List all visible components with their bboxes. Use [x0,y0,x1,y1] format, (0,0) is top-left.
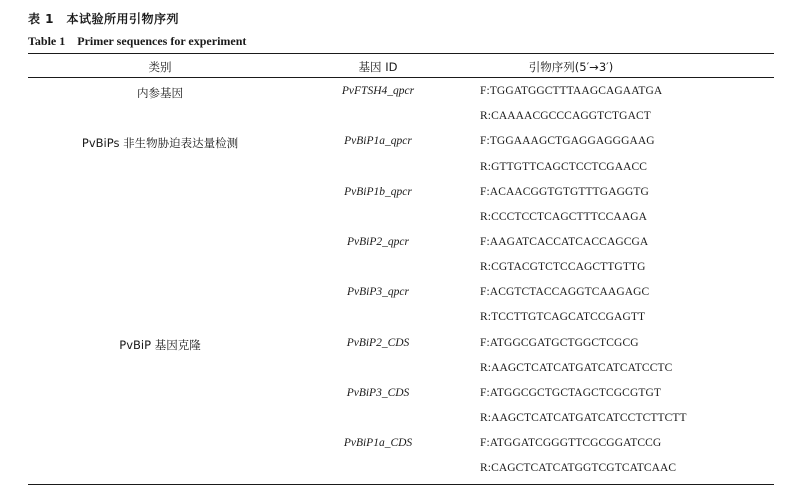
primer-sequence-cell: R:AAGCTCATCATGATCATCATCCTC [480,362,673,374]
primer-sequence-cell: R:AAGCTCATCATGATCATCCTCTTCTT [480,412,687,424]
gene-id-cell: PvBiP2_CDS [346,337,410,349]
category-abiotic-stress-expression: PvBiPs 非生物胁迫表达量检测 [81,136,239,150]
table-top-rule [28,53,774,54]
primer-sequence-cell: F:ACGTCTACCAGGTCAAGAGC [480,286,650,298]
gene-id-cell: PvBiP3_qpcr [347,286,409,298]
table-bottom-rule [28,484,774,485]
header-primer-sequence: 引物序列(5′→3′) [528,60,614,74]
gene-id-cell: PvBiP2_qpcr [347,236,409,248]
primer-sequence-cell: F:TGGAAAGCTGAGGAGGGAAG [480,135,655,147]
table-caption-chinese: 表 1 本试验所用引物序列 [28,12,180,26]
primer-sequence-cell: R:CAAAACGCCCAGGTCTGACT [480,110,651,122]
primer-sequence-cell: R:CAGCTCATCATGGTCGTCATCAAC [480,462,677,474]
primer-sequence-cell: F:TGGATGGCTTTAAGCAGAATGA [480,85,663,97]
primer-sequence-cell: R:CCCTCCTCAGCTTTCCAAGA [480,211,648,223]
primer-sequence-cell: F:ATGGCGCTGCTAGCTCGCGTGT [480,387,662,399]
table-caption-english: Table 1 Primer sequences for experiment [28,34,247,48]
primer-sequence-cell: F:ATGGATCGGGTTCGCGGATCCG [480,437,662,449]
gene-id-cell: PvBiP1a_CDS [343,437,413,449]
gene-id-cell: PvBiP1a_qpcr [344,135,412,147]
header-category: 类别 [148,60,172,74]
header-gene-id: 基因 ID [358,60,398,74]
primer-sequence-cell: F:ATGGCGATGCTGGCTCGCG [480,337,639,349]
category-reference-gene: 内参基因 [137,86,183,100]
gene-id-cell: PvFTSH4_qpcr [341,85,415,97]
category-gene-cloning: PvBiP 基因克隆 [119,338,201,352]
gene-id-cell: PvBiP1b_qpcr [344,186,412,198]
table-header-rule [28,77,774,78]
primer-sequence-cell: F:ACAACGGTGTGTTTGAGGTG [480,186,649,198]
primer-sequence-cell: R:CGTACGTCTCCAGCTTGTTG [480,261,646,273]
gene-id-cell: PvBiP3_CDS [346,387,410,399]
primer-sequence-cell: F:AAGATCACCATCACCAGCGA [480,236,649,248]
primer-sequence-cell: R:TCCTTGTCAGCATCCGAGTT [480,311,646,323]
primer-sequence-cell: R:GTTGTTCAGCTCCTCGAACC [480,161,648,173]
